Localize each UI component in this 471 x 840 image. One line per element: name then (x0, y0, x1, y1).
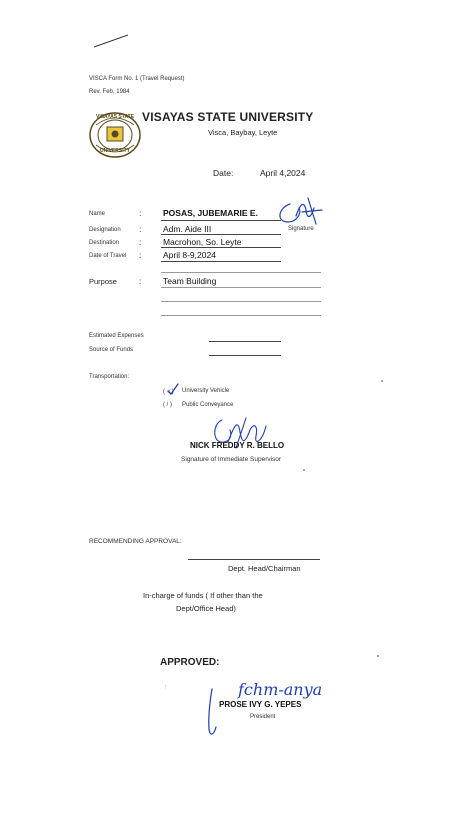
scan-speck (377, 655, 379, 657)
destination-colon: : (139, 237, 142, 247)
seal-text-bottom: UNIVERSITY (100, 148, 131, 154)
designation-colon: : (139, 224, 142, 234)
purpose-line-3 (161, 315, 321, 316)
designation-underline (161, 234, 281, 235)
purpose-value: Team Building (163, 276, 217, 286)
president-name: PROSE IVY G. YEPES (219, 700, 302, 709)
source-of-funds-line (209, 355, 281, 356)
president-title: President (250, 714, 276, 720)
university-vehicle-checkbox: ( ✓) (163, 389, 174, 395)
public-conveyance-label: Public Conveyance (182, 402, 234, 408)
check-mark-icon (166, 382, 180, 396)
scan-speck (303, 469, 305, 471)
estimated-expenses-label: Estimated Expenses (89, 333, 144, 339)
purpose-colon: : (139, 276, 142, 286)
pen-stroke-mark (92, 32, 132, 50)
destination-underline (161, 247, 281, 248)
transportation-label: Transportation: (89, 374, 130, 380)
form-revision: Rev. Feb. 1984 (89, 89, 130, 95)
supervisor-name: NICK FREDDY R. BELLO (190, 441, 285, 450)
date-of-travel-colon: : (139, 250, 142, 260)
designation-value: Adm. Aide III (163, 224, 212, 234)
university-address: Visca, Baybay, Leyte (208, 128, 278, 137)
approved-label: APPROVED: (160, 657, 220, 668)
estimated-expenses-line (209, 341, 281, 342)
funds-incharge-line-1: In-charge of funds ( If other than the (143, 591, 263, 600)
seal-text-top: VISAYAS STATE (96, 114, 135, 120)
purpose-top-line (161, 272, 321, 273)
date-label: Date: (213, 168, 234, 178)
purpose-line-2 (161, 301, 321, 302)
destination-value: Macrohon, So. Leyte (163, 237, 242, 247)
date-of-travel-label: Date of Travel (89, 253, 127, 259)
university-name: VISAYAS STATE UNIVERSITY (142, 110, 314, 124)
supervisor-caption: Signature of Immediate Supervisor (181, 456, 282, 463)
purpose-line-1 (161, 287, 321, 288)
name-label: Name (89, 211, 106, 217)
dept-head-signature-line (188, 559, 320, 560)
svg-text:fchm-anya: fchm-anya (238, 680, 323, 699)
name-colon: : (139, 208, 142, 218)
signature-label: Signature (288, 226, 314, 232)
name-underline (161, 220, 281, 221)
form-number: VISCA Form No. 1 (Travel Request) (89, 76, 185, 82)
funds-incharge-line-2: Dept/Office Head) (176, 604, 236, 613)
dept-head-caption: Dept. Head/Chairman (228, 564, 301, 573)
designation-label: Designation (89, 227, 121, 233)
public-conveyance-checkbox: ( / ) (163, 402, 172, 408)
source-of-funds-label: Source of Funds (89, 347, 134, 353)
destination-label: Destination (89, 240, 120, 246)
scan-mark: ↑ (164, 684, 168, 691)
date-of-travel-value: April 8-9,2024 (163, 250, 216, 260)
date-value: April 4,2024 (260, 168, 306, 178)
recommending-approval-label: RECOMMENDING APPROVAL: (89, 538, 182, 545)
date-of-travel-underline (161, 261, 281, 262)
scan-speck (381, 380, 383, 382)
university-vehicle-label: University Vehicle (182, 388, 230, 394)
applicant-signature (272, 194, 327, 230)
name-value: POSAS, JUBEMARIE E. (163, 208, 258, 218)
purpose-label: Purpose (89, 277, 117, 286)
